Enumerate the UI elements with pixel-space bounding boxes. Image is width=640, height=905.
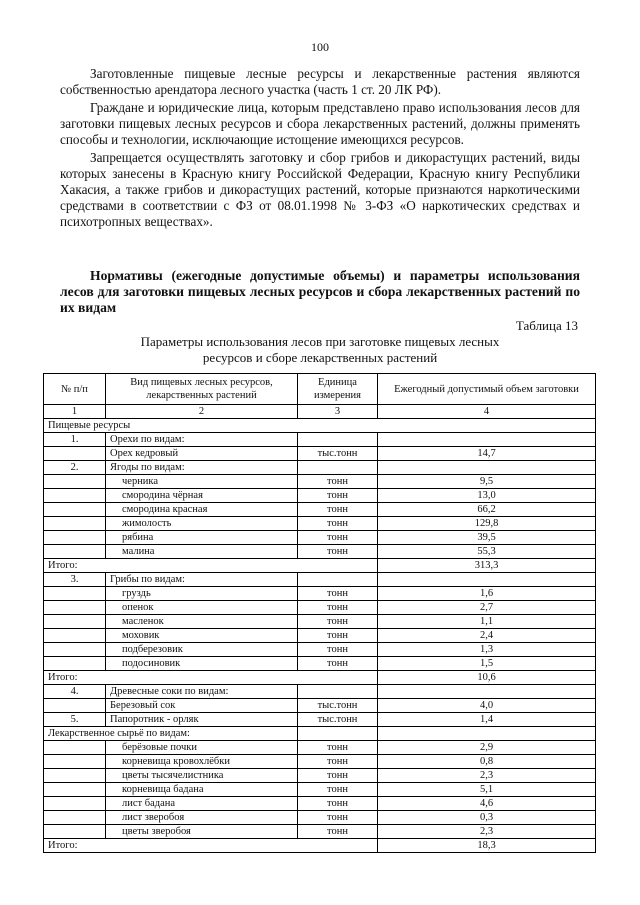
col-number: 3 <box>298 405 378 419</box>
item-unit: тонн <box>298 811 378 825</box>
item-name: корневища кровохлёбки <box>106 755 298 769</box>
item-value: 0,3 <box>378 811 596 825</box>
header-number: № п/п <box>44 374 106 405</box>
item-unit: тонн <box>298 629 378 643</box>
total-value: 10,6 <box>378 671 596 685</box>
item-unit: тонн <box>298 545 378 559</box>
header-unit: Единица измерения <box>298 374 378 405</box>
item-value: 2,4 <box>378 629 596 643</box>
item-name: подосиновик <box>106 657 298 671</box>
row-no: 1. <box>44 433 106 447</box>
col-number: 4 <box>378 405 596 419</box>
paragraph-1: Заготовленные пищевые лесные ресурсы и лекарственные растения являются собственностью арендатора лесного участка (часть 1 ст. 20 ЛК РФ). <box>60 66 580 97</box>
empty-cell <box>44 643 106 657</box>
item-name: моховик <box>106 629 298 643</box>
empty-cell <box>298 573 378 587</box>
table-row <box>44 475 596 489</box>
item-value: 5,1 <box>378 783 596 797</box>
item-name: корневища бадана <box>106 783 298 797</box>
empty-cell <box>44 811 106 825</box>
table-row <box>44 755 596 769</box>
group-row <box>44 573 596 587</box>
item-name: цветы зверобоя <box>106 825 298 839</box>
section-row <box>44 727 596 741</box>
empty-cell <box>44 825 106 839</box>
item-name: смородина красная <box>106 503 298 517</box>
item-unit: тыс.тонн <box>298 447 378 461</box>
table-row <box>44 503 596 517</box>
item-value: 2,3 <box>378 825 596 839</box>
item-unit: тонн <box>298 531 378 545</box>
total-value: 18,3 <box>378 839 596 853</box>
item-value: 2,9 <box>378 741 596 755</box>
empty-cell <box>44 503 106 517</box>
table-row <box>44 657 596 671</box>
empty-cell <box>378 433 596 447</box>
body-text <box>60 66 580 232</box>
group-title: Грибы по видам: <box>106 573 298 587</box>
table-row <box>44 545 596 559</box>
item-name: малина <box>106 545 298 559</box>
item-value: 2,3 <box>378 769 596 783</box>
item-name: берёзовые почки <box>106 741 298 755</box>
table-row <box>44 713 596 727</box>
table-number: Таблица 13 <box>515 318 578 333</box>
item-unit: тонн <box>298 489 378 503</box>
empty-cell <box>44 587 106 601</box>
item-unit: тонн <box>298 587 378 601</box>
empty-cell <box>44 531 106 545</box>
empty-cell <box>44 489 106 503</box>
empty-cell <box>44 601 106 615</box>
table-header-row <box>44 374 596 405</box>
row-no: 2. <box>44 461 106 475</box>
group-row <box>44 685 596 699</box>
table-row <box>44 517 596 531</box>
item-value: 2,7 <box>378 601 596 615</box>
resources-table <box>43 373 596 853</box>
item-value: 1,3 <box>378 643 596 657</box>
total-value: 313,3 <box>378 559 596 573</box>
table-row <box>44 811 596 825</box>
table-row <box>44 629 596 643</box>
item-name: Березовый сок <box>106 699 298 713</box>
table-row <box>44 825 596 839</box>
item-name: подберезовик <box>106 643 298 657</box>
section-row <box>44 419 596 433</box>
group-title: Древесные соки по видам: <box>106 685 298 699</box>
item-value: 4,6 <box>378 797 596 811</box>
empty-cell <box>298 727 378 741</box>
item-name: лист бадана <box>106 797 298 811</box>
group-title: Орехи по видам: <box>106 433 298 447</box>
empty-cell <box>298 685 378 699</box>
empty-cell <box>44 517 106 531</box>
item-name: черника <box>106 475 298 489</box>
table-row <box>44 699 596 713</box>
item-value: 66,2 <box>378 503 596 517</box>
empty-cell <box>378 573 596 587</box>
row-no: 5. <box>44 713 106 727</box>
table-caption <box>60 334 580 366</box>
item-name: Орех кедровый <box>106 447 298 461</box>
table-row <box>44 797 596 811</box>
item-unit: тонн <box>298 643 378 657</box>
item-unit: тыс.тонн <box>298 699 378 713</box>
item-unit: тонн <box>298 657 378 671</box>
table-row <box>44 531 596 545</box>
table-row <box>44 769 596 783</box>
empty-cell <box>44 783 106 797</box>
total-label: Итого: <box>44 839 378 853</box>
empty-cell <box>44 615 106 629</box>
empty-cell <box>44 475 106 489</box>
item-value: 129,8 <box>378 517 596 531</box>
caption-line-2: ресурсов и сборе лекарственных растений <box>202 350 438 365</box>
col-number: 1 <box>44 405 106 419</box>
item-unit: тонн <box>298 797 378 811</box>
item-value: 1,4 <box>378 713 596 727</box>
empty-cell <box>44 755 106 769</box>
empty-cell <box>378 685 596 699</box>
item-name: жимолость <box>106 517 298 531</box>
item-value: 14,7 <box>378 447 596 461</box>
item-unit: тонн <box>298 769 378 783</box>
table-row <box>44 447 596 461</box>
item-name: груздь <box>106 587 298 601</box>
table-row <box>44 489 596 503</box>
paragraph-3: Запрещается осуществлять заготовку и сбор грибов и дикорастущих растений, виды которых занесены в Красную книгу Российской Федерации, Красную книгу Республики Хакасия, а также грибов и дикорастущих растений, которые признаются наркотическими средствами в соответствии с ФЗ от 08.01.1998 № 3-ФЗ «О наркотических средствах и психотропных веществах». <box>60 150 580 229</box>
item-value: 1,5 <box>378 657 596 671</box>
group-row <box>44 433 596 447</box>
item-unit: тонн <box>298 741 378 755</box>
item-name: рябина <box>106 531 298 545</box>
table-row <box>44 741 596 755</box>
paragraph-2: Граждане и юридические лица, которым представлено право использования лесов для заготовки пищевых лесных ресурсов и сбора лекарственных растений, должны применять способы и технологии, исключающие истощение имеющихся ресурсов. <box>60 100 580 147</box>
page-number: 100 <box>311 40 329 54</box>
empty-cell <box>378 461 596 475</box>
section-food: Пищевые ресурсы <box>44 419 596 433</box>
total-label: Итого: <box>44 559 378 573</box>
item-name: опенок <box>106 601 298 615</box>
empty-cell <box>378 727 596 741</box>
empty-cell <box>298 461 378 475</box>
empty-cell <box>44 741 106 755</box>
item-unit: тыс.тонн <box>298 713 378 727</box>
item-name: масленок <box>106 615 298 629</box>
item-name: цветы тысячелистника <box>106 769 298 783</box>
item-unit: тонн <box>298 615 378 629</box>
col-number: 2 <box>106 405 298 419</box>
empty-cell <box>44 657 106 671</box>
total-row <box>44 839 596 853</box>
empty-cell <box>44 447 106 461</box>
total-label: Итого: <box>44 671 378 685</box>
table-row <box>44 587 596 601</box>
empty-cell <box>44 797 106 811</box>
item-name: смородина чёрная <box>106 489 298 503</box>
empty-cell <box>44 699 106 713</box>
item-name: Папоротник - орляк <box>106 713 298 727</box>
item-value: 1,6 <box>378 587 596 601</box>
section-medicinal: Лекарственное сырьё по видам: <box>44 727 298 741</box>
group-title: Ягоды по видам: <box>106 461 298 475</box>
item-value: 9,5 <box>378 475 596 489</box>
item-value: 4,0 <box>378 699 596 713</box>
table-row <box>44 601 596 615</box>
total-row <box>44 559 596 573</box>
item-unit: тонн <box>298 755 378 769</box>
item-value: 13,0 <box>378 489 596 503</box>
table-row <box>44 643 596 657</box>
empty-cell <box>44 629 106 643</box>
empty-cell <box>44 545 106 559</box>
item-value: 55,3 <box>378 545 596 559</box>
table-row <box>44 783 596 797</box>
total-row <box>44 671 596 685</box>
item-unit: тонн <box>298 601 378 615</box>
column-number-row <box>44 405 596 419</box>
empty-cell <box>44 769 106 783</box>
item-unit: тонн <box>298 517 378 531</box>
header-type: Вид пищевых лесных ресурсов, лекарственных растений <box>106 374 298 405</box>
caption-line-1: Параметры использования лесов при заготовке пищевых лесных <box>140 334 500 349</box>
empty-cell <box>298 433 378 447</box>
item-unit: тонн <box>298 783 378 797</box>
item-name: лист зверобоя <box>106 811 298 825</box>
section-heading: Нормативы (ежегодные допустимые объемы) и параметры использования лесов для заготовки пищевых лесных ресурсов и сбора лекарственных растений по их видам <box>60 268 580 315</box>
row-no: 4. <box>44 685 106 699</box>
item-unit: тонн <box>298 475 378 489</box>
group-row <box>44 461 596 475</box>
row-no: 3. <box>44 573 106 587</box>
item-unit: тонн <box>298 825 378 839</box>
header-volume: Ежегодный допустимый объем заготовки <box>378 374 596 405</box>
item-unit: тонн <box>298 503 378 517</box>
item-value: 1,1 <box>378 615 596 629</box>
table-row <box>44 615 596 629</box>
item-value: 39,5 <box>378 531 596 545</box>
item-value: 0,8 <box>378 755 596 769</box>
